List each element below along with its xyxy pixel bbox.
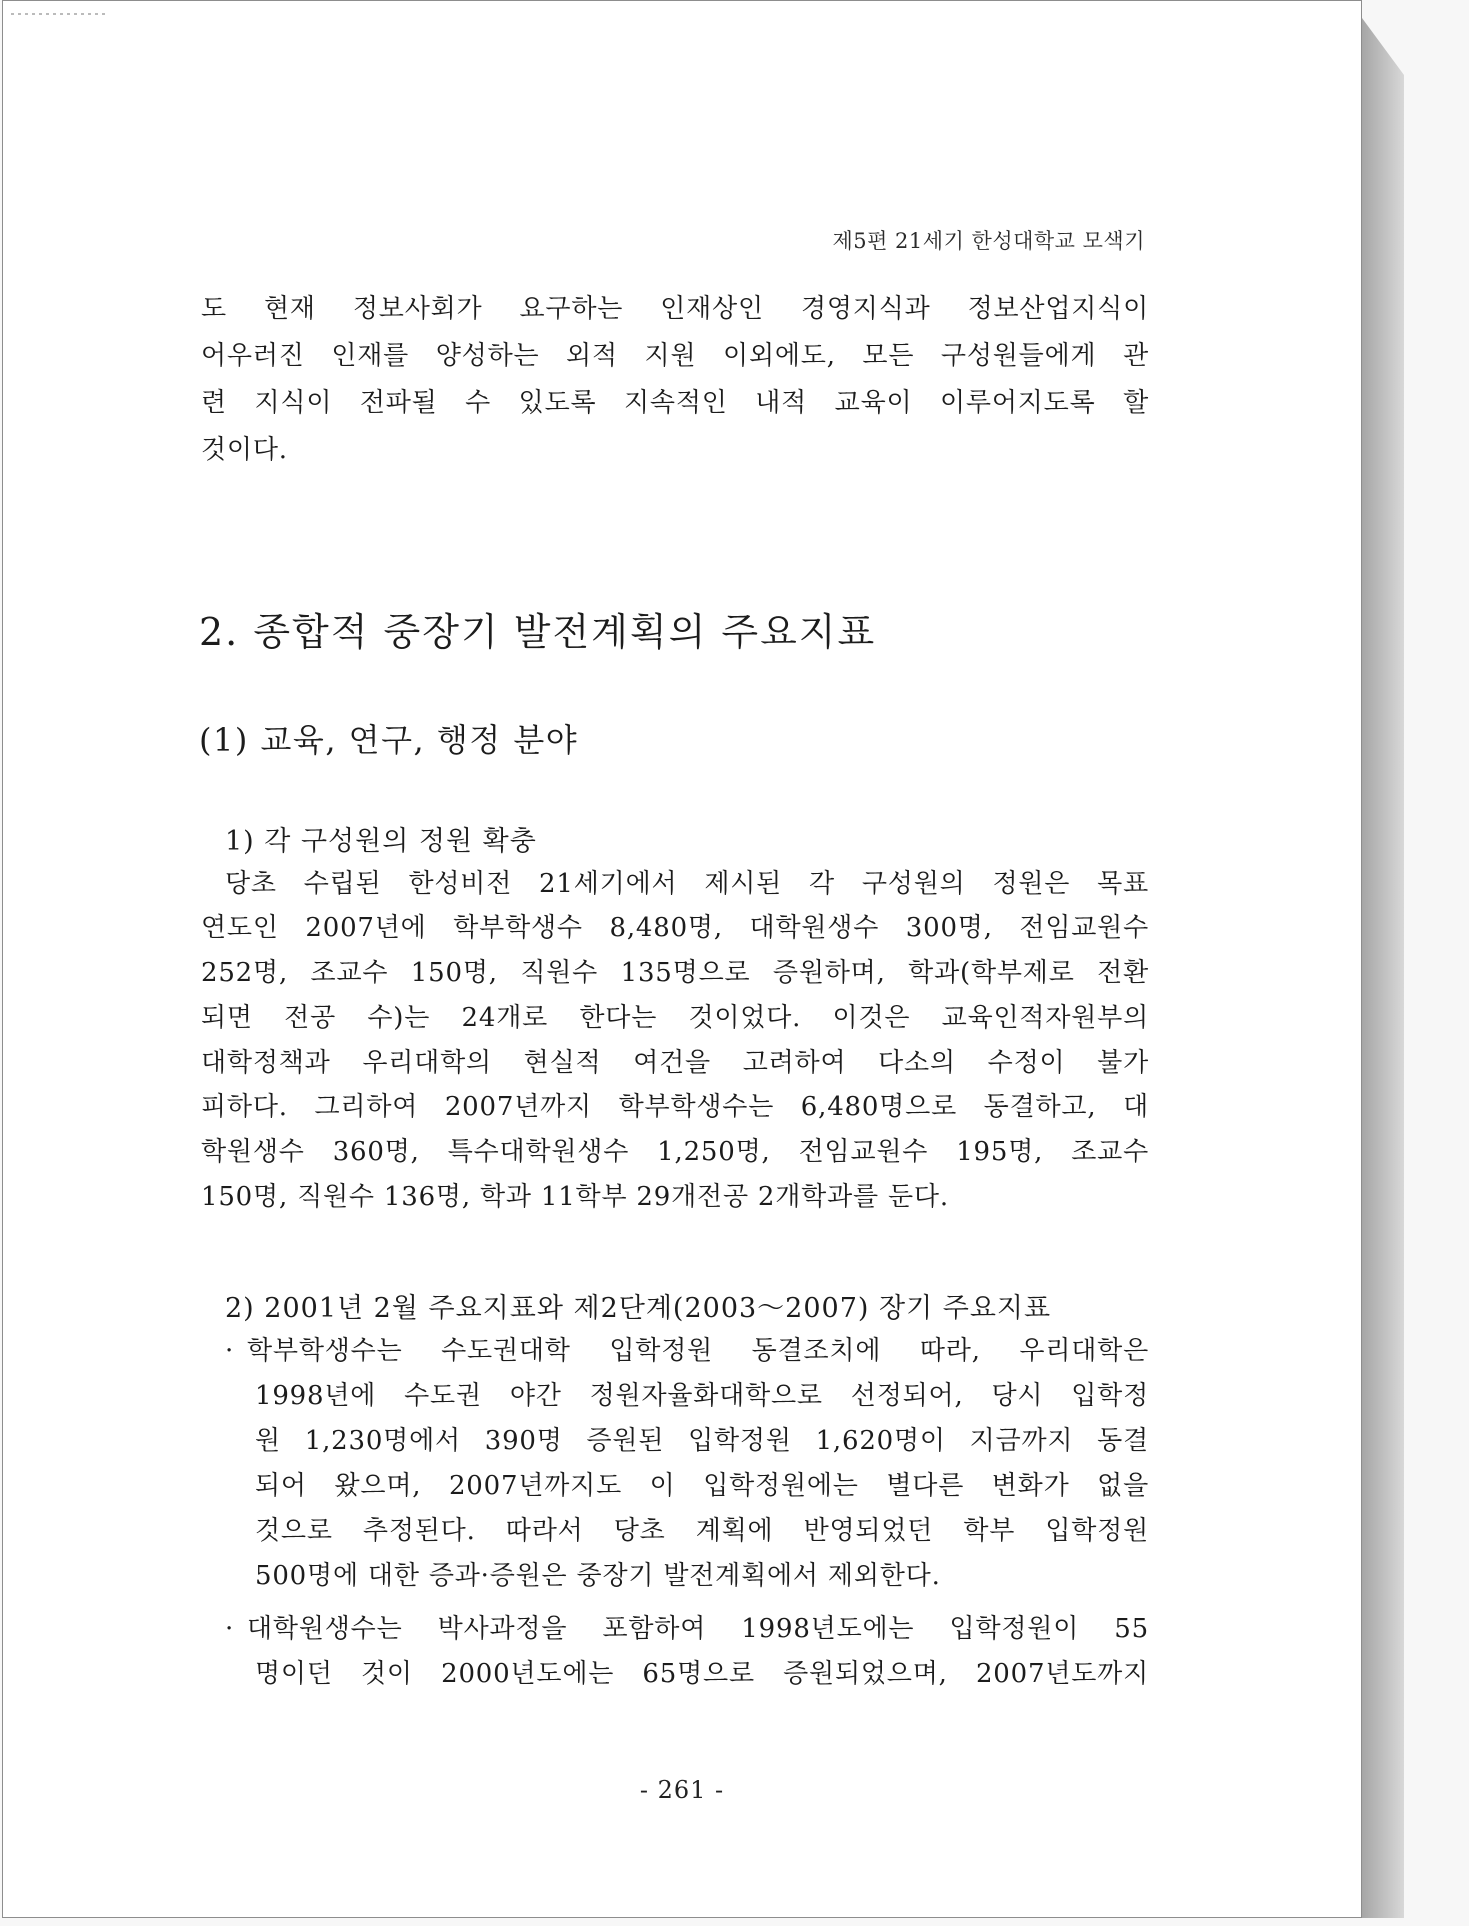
page-sheet [2, 0, 1362, 1918]
bullet-text: 학부학생수는 수도권대학 입학정원 동결조치에 따라, 우리대학은 [247, 1336, 1149, 1366]
item-heading-1: 1) 각 구성원의 정원 확충 [225, 826, 537, 857]
paragraph-line: 연도인 2007년에 학부학생수 8,480명, 대학원생수 300명, 전임교원수 [201, 913, 1149, 943]
bullet-item [225, 1614, 1149, 1644]
bullet-item [225, 1336, 1149, 1366]
paragraph-line: 대학정책과 우리대학의 현실적 여건을 고려하여 다소의 수정이 불가 [201, 1048, 1149, 1078]
paragraph-line: 되면 전공 수)는 24개로 한다는 것이었다. 이것은 교육인적자원부의 [201, 1003, 1149, 1033]
section-heading: 2. 종합적 중장기 발전계획의 주요지표 [199, 610, 877, 654]
bullet-continuation: 것으로 추정된다. 따라서 당초 계획에 반영되었던 학부 입학정원 [255, 1516, 1149, 1546]
page-number: - 261 - [639, 1776, 725, 1804]
bullet-continuation: 1998년에 수도권 야간 정원자율화대학으로 선정되어, 당시 입학정 [255, 1381, 1149, 1411]
paragraph-line: 150명, 직원수 136명, 학과 11학부 29개전공 2개학과를 둔다. [201, 1182, 949, 1212]
paragraph-line: 학원생수 360명, 특수대학원생수 1,250명, 전임교원수 195명, 조교수 [201, 1137, 1149, 1167]
intro-line: 련 지식이 전파될 수 있도록 지속적인 내적 교육이 이루어지도록 할 [201, 388, 1149, 418]
scan-speck [11, 13, 106, 15]
bullet-mark: · [225, 1614, 235, 1644]
bullet-continuation: 원 1,230명에서 390명 증원된 입학정원 1,620명이 지금까지 동결 [255, 1426, 1149, 1456]
bullet-continuation: 되어 왔으며, 2007년까지도 이 입학정원에는 별다른 변화가 없을 [255, 1471, 1149, 1501]
bullet-continuation: 500명에 대한 증과·증원은 중장기 발전계획에서 제외한다. [255, 1561, 941, 1591]
intro-line: 도 현재 정보사회가 요구하는 인재상인 경영지식과 정보산업지식이 [201, 294, 1149, 324]
page-stack-edge [1362, 18, 1404, 1918]
intro-line: 것이다. [201, 435, 288, 465]
bullet-text: 대학원생수는 박사과정을 포함하여 1998년도에는 입학정원이 55 [247, 1614, 1149, 1644]
sub-heading: (1) 교육, 연구, 행정 분야 [199, 721, 579, 759]
item-heading-2: 2) 2001년 2월 주요지표와 제2단계(2003～2007) 장기 주요지표 [225, 1293, 1052, 1324]
paragraph-line: 252명, 조교수 150명, 직원수 135명으로 증원하며, 학과(학부제로 전환 [201, 958, 1149, 988]
running-header: 제5편 21세기 한성대학교 모색기 [832, 229, 1145, 253]
bullet-continuation: 명이던 것이 2000년도에는 65명으로 증원되었으며, 2007년도까지 [255, 1659, 1149, 1689]
paragraph-line: 피하다. 그리하여 2007년까지 학부학생수는 6,480명으로 동결하고, 대 [201, 1092, 1149, 1122]
paragraph-line: 당초 수립된 한성비전 21세기에서 제시된 각 구성원의 정원은 목표 [225, 869, 1149, 899]
intro-line: 어우러진 인재를 양성하는 외적 지원 이외에도, 모든 구성원들에게 관 [201, 341, 1149, 371]
bullet-mark: · [225, 1336, 235, 1366]
